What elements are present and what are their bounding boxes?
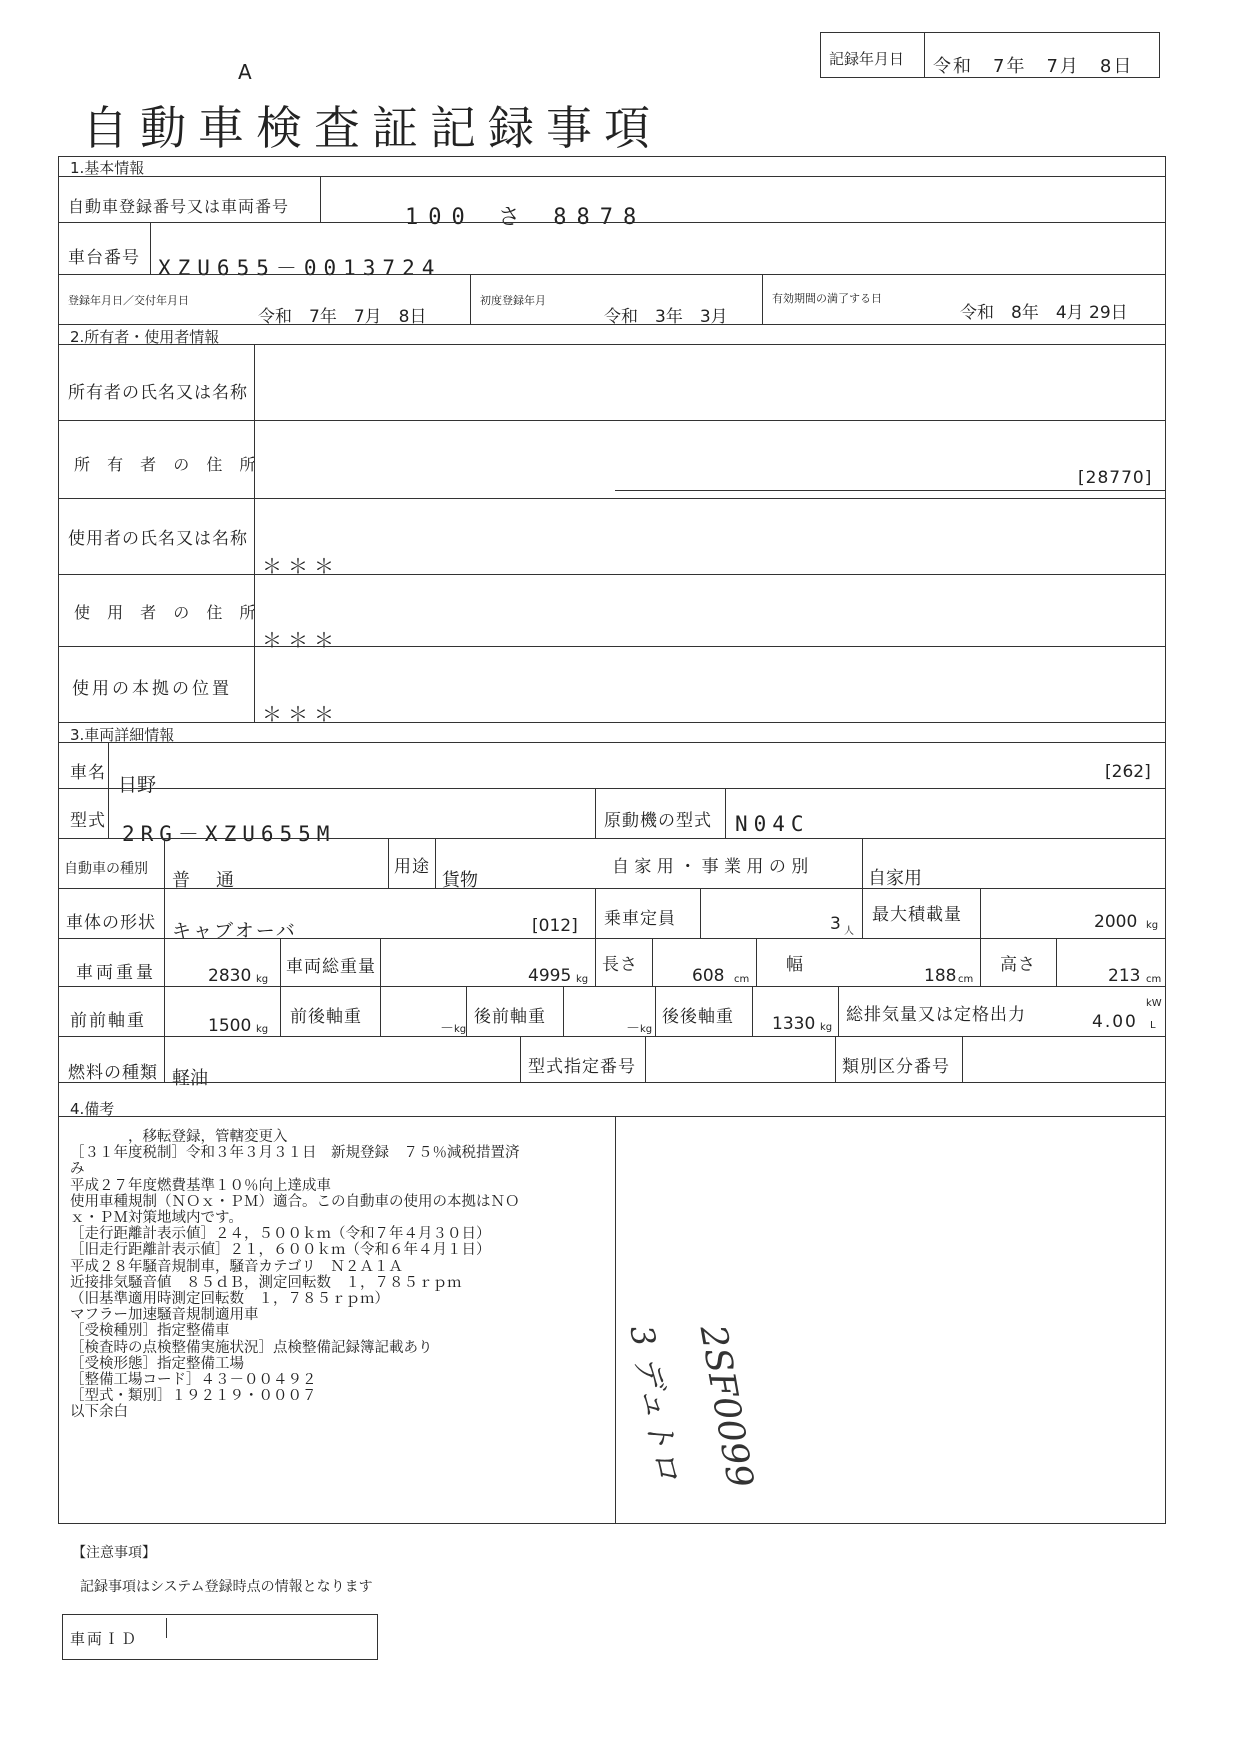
ff-axle-unit: kg	[256, 1024, 269, 1035]
first-reg-label: 初度登録年月	[480, 294, 546, 307]
handwritten-note: 2SF0099	[691, 1322, 761, 1491]
width-unit: cm	[958, 974, 974, 985]
model-value: 2RG－XZU655M	[122, 822, 336, 846]
remarks-line: ［検査時の点検整備実施状況］点検整備記録簿記載あり	[70, 1339, 433, 1356]
remarks-line: 平成２７年度燃費基準１０％向上達成車	[70, 1177, 331, 1194]
expiry-label: 有効期間の満了する日	[772, 292, 882, 305]
body-code: [012]	[532, 916, 578, 936]
rf-axle-value: －	[626, 1021, 640, 1037]
use-label: 用途	[394, 857, 430, 877]
first-reg-value: 令和 3年 3月	[604, 307, 728, 327]
kind-label: 自動車の種別	[64, 861, 148, 877]
remarks-line: ，移転登録，管轄変更入	[70, 1129, 288, 1145]
length-unit: cm	[734, 974, 750, 985]
displacement-value: 4.00	[1092, 1012, 1138, 1032]
class-no-label: 類別区分番号	[842, 1057, 950, 1077]
gross-value: 4995	[528, 966, 572, 986]
base-value: ＊＊＊	[262, 702, 340, 726]
section-owner-title: 2.所有者・使用者情報	[70, 328, 220, 346]
remarks-line: 以下余白	[70, 1404, 128, 1421]
expiry-value: 令和 8年 4月 29日	[960, 303, 1128, 323]
ff-axle-value: 1500	[208, 1016, 252, 1036]
remarks-line: ［受検形態］指定整備工場	[70, 1355, 244, 1372]
fr-axle-value: －	[440, 1021, 454, 1037]
remarks-line: ［走行距離計表示値］２４，５００ｋｍ（令和７年４月３０日）	[70, 1226, 491, 1243]
engine-value: N04C	[735, 812, 810, 836]
gross-unit: kg	[576, 974, 589, 985]
handwritten-note-2: 3 デュトロ	[622, 1322, 688, 1485]
gross-label: 車両総重量	[286, 957, 376, 977]
private-value: 自家用	[868, 868, 922, 889]
owner-name-label: 所有者の氏名又は名称	[68, 383, 248, 403]
displacement-label: 総排気量又は定格出力	[846, 1005, 1026, 1025]
capacity-unit: 人	[844, 926, 854, 937]
remarks-text	[70, 1129, 520, 1421]
fr-axle-label: 前後軸重	[290, 1007, 362, 1027]
vehicle-id-label: 車両ＩＤ	[70, 1630, 139, 1648]
remarks-line: ［整備工場コード］４３－００４９２	[70, 1372, 317, 1389]
user-address-value: ＊＊＊	[262, 628, 340, 652]
remarks-line: 平成２８年騒音規制車，騒音カテゴリ Ｎ２Ａ１Ａ	[70, 1258, 403, 1275]
height-value: 213	[1108, 966, 1141, 986]
reg-date-value: 令和 7年 7月 8日	[258, 307, 427, 327]
remarks-line: ［旧走行距離計表示値］２１，６００ｋｍ（令和６年４月１日）	[70, 1242, 491, 1259]
body-value: キャブオーバ	[172, 920, 297, 942]
engine-label: 原動機の型式	[604, 811, 712, 831]
remarks-line: 近接排気騒音値 ８５ｄＢ，測定回転数 １，７８５ｒｐｍ	[70, 1274, 462, 1291]
page-title: 自動車検査証記録事項	[82, 101, 662, 155]
max-load-label: 最大積載量	[872, 905, 962, 925]
owner-address-code: [28770]	[1078, 468, 1153, 488]
capacity-label: 乗車定員	[604, 909, 676, 929]
max-load-value: 2000	[1094, 912, 1138, 932]
type-no-label: 型式指定番号	[528, 1057, 636, 1077]
user-name-label: 使用者の氏名又は名称	[68, 529, 248, 549]
fr-axle-unit: kg	[454, 1024, 467, 1035]
weight-label: 車両重量	[76, 963, 156, 983]
notice-title: 【注意事項】	[72, 1545, 156, 1561]
reg-date-label: 登録年月日／交付年月日	[68, 294, 189, 307]
car-name-value: 日野	[118, 774, 157, 796]
base-label: 使用の本拠の位置	[72, 679, 232, 699]
section-basic-title: 1.基本情報	[70, 159, 145, 177]
chassis-value: XZU655－0013724	[158, 256, 442, 280]
ff-axle-label: 前前軸重	[70, 1011, 146, 1031]
form-mark: A	[238, 60, 252, 84]
model-label: 型式	[70, 811, 106, 831]
chassis-label: 車台番号	[68, 248, 140, 268]
remarks-line: ［型式・類別］１９２１９・０００７	[70, 1388, 317, 1405]
rf-axle-label: 後前軸重	[474, 1007, 546, 1027]
rr-axle-value: 1330	[772, 1014, 816, 1034]
record-date-value: 令和 7年 7月 8日	[933, 56, 1134, 77]
remarks-line: み	[70, 1161, 85, 1178]
record-date-label: 記録年月日	[829, 50, 905, 68]
remarks-line: （旧基準適用時測定回転数 １，７８５ｒｐｍ）	[70, 1291, 389, 1308]
width-value: 188	[924, 966, 957, 986]
owner-address-label: 所 有 者 の 住 所	[74, 455, 262, 474]
notice-text: 記録事項はシステム登録時点の情報となります	[80, 1579, 373, 1595]
use-value: 貨物	[442, 870, 478, 891]
weight-value: 2830	[208, 966, 252, 986]
rf-axle-unit: kg	[640, 1024, 653, 1035]
user-address-label: 使 用 者 の 住 所	[74, 603, 262, 622]
height-unit: cm	[1146, 974, 1162, 985]
l-unit: L	[1150, 1020, 1156, 1031]
kind-value: 普 通	[172, 870, 238, 891]
remarks-line: ｘ・ＰＭ対策地域内です。	[70, 1210, 243, 1227]
capacity-value: 3	[830, 914, 841, 934]
width-label: 幅	[786, 955, 804, 975]
fuel-value: 軽油	[172, 1068, 208, 1089]
reg-no-label: 自動車登録番号又は車両番号	[68, 197, 290, 216]
remarks-line: 使用車種規制（ＮＯｘ・ＰＭ）適合。この自動車の使用の本拠はＮＯ	[70, 1193, 520, 1210]
remarks-line: マフラー加速騒音規制適用車	[70, 1307, 259, 1324]
private-label: 自 家 用 ・ 事 業 用 の 別	[612, 857, 809, 877]
section-remarks-title: 4.備考	[70, 1100, 115, 1118]
car-name-code: [262]	[1105, 762, 1151, 782]
car-name-label: 車名	[70, 763, 106, 783]
rr-axle-unit: kg	[820, 1022, 833, 1033]
remarks-line: ［３１年度税制］令和３年３月３１日 新規登録 ７５％減税措置済	[70, 1145, 520, 1162]
body-label: 車体の形状	[66, 913, 156, 933]
section-vehicle-title: 3.車両詳細情報	[70, 726, 175, 744]
max-load-unit: kg	[1146, 920, 1159, 931]
weight-unit: kg	[256, 974, 269, 985]
length-value: 608	[692, 966, 725, 986]
reg-no-value: 100 さ 8878	[405, 205, 647, 230]
height-label: 高さ	[1000, 955, 1036, 975]
length-label: 長さ	[602, 955, 638, 975]
rr-axle-label: 後後軸重	[662, 1007, 734, 1027]
user-name-value: ＊＊＊	[262, 554, 340, 578]
fuel-label: 燃料の種類	[68, 1063, 158, 1083]
kw-unit: kW	[1146, 998, 1162, 1009]
remarks-line: ［受検種別］指定整備車	[70, 1323, 230, 1340]
